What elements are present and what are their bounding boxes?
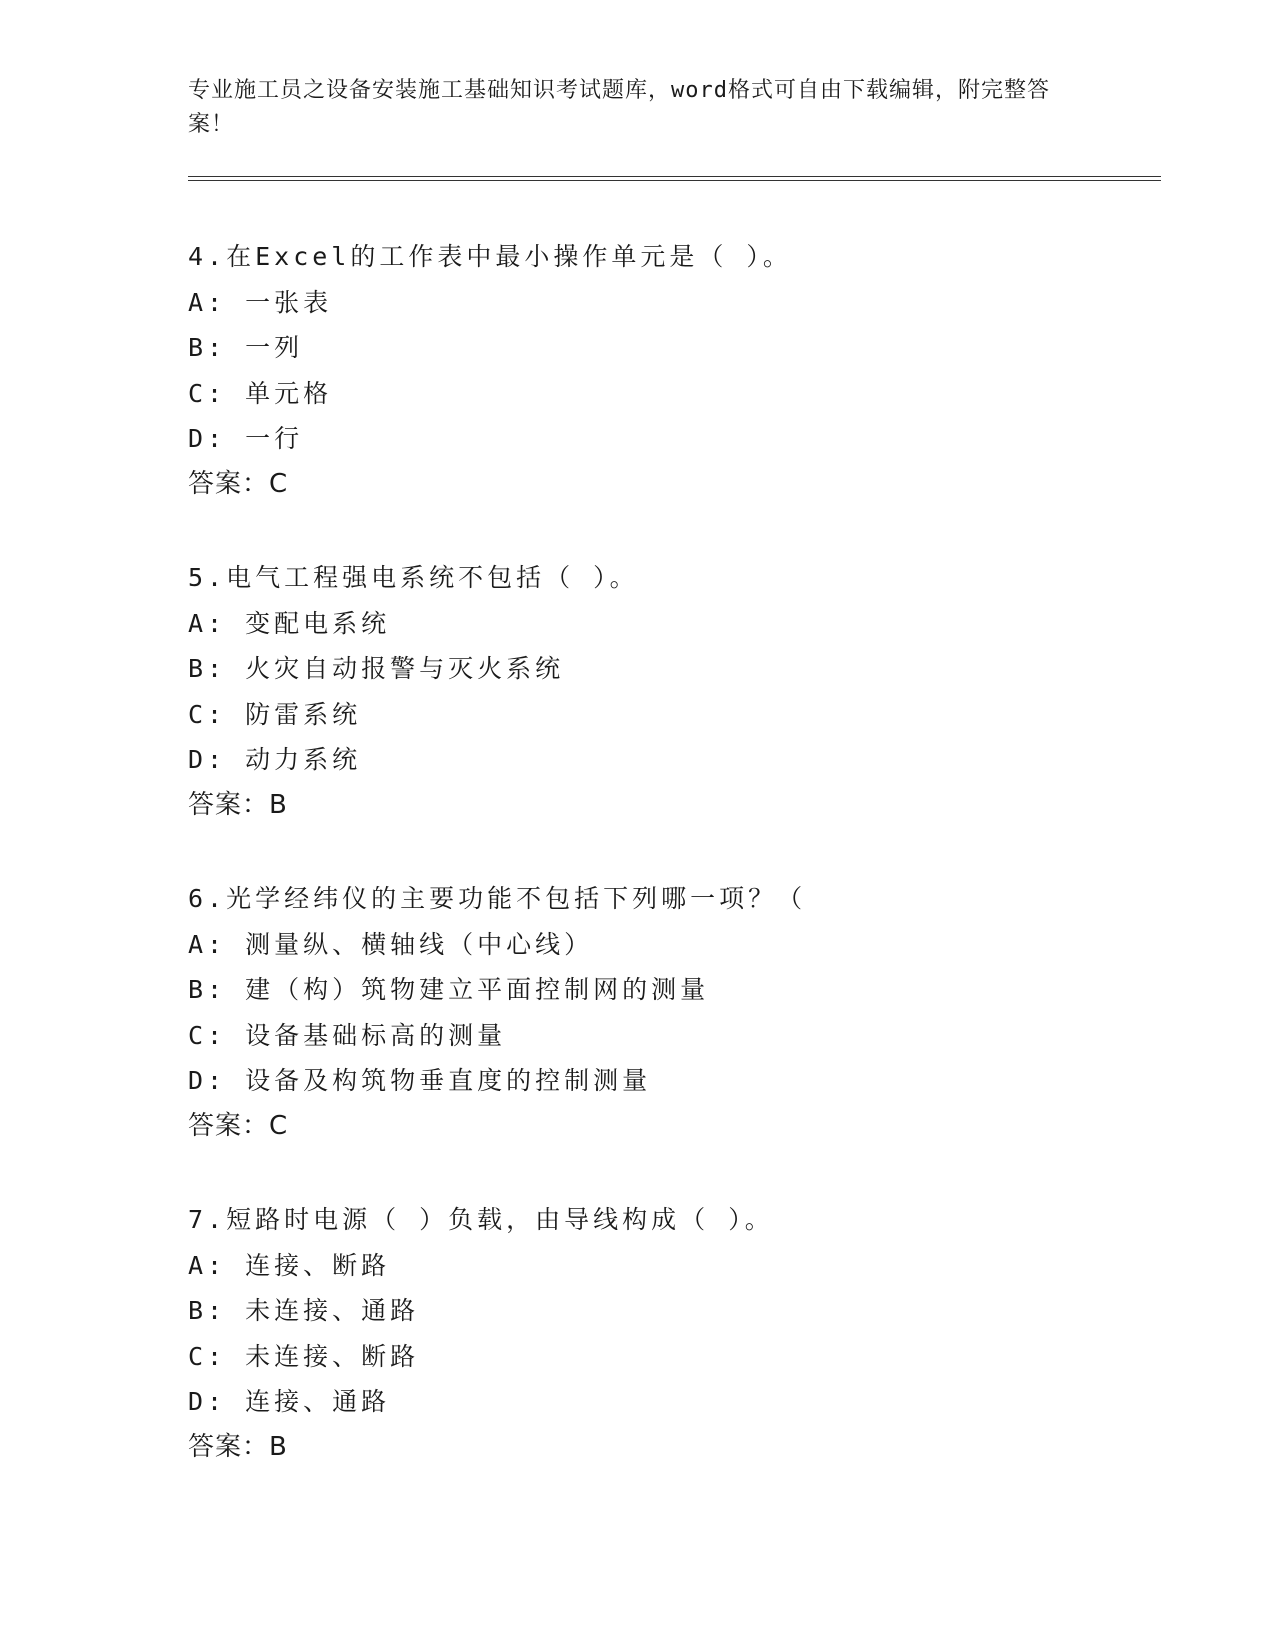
question-stem: 5.电气工程强电系统不包括（ ）。 — [188, 563, 639, 592]
option-b: B: 火灾自动报警与灭火系统 — [188, 654, 565, 683]
answer-line: 答案：C — [188, 1110, 289, 1141]
option-a: A: 连接、断路 — [188, 1250, 391, 1280]
answer-line: 答案：B — [188, 789, 288, 820]
option-d: D: 设备及构筑物垂直度的控制测量 — [188, 1066, 652, 1095]
option-b: B: 一列 — [188, 333, 304, 362]
question-stem: 7.短路时电源（ ）负载，由导线构成（ ）。 — [188, 1205, 774, 1234]
option-c: C: 防雷系统 — [188, 699, 362, 729]
question-6 — [188, 876, 1168, 1149]
option-a: A: 变配电系统 — [188, 608, 391, 638]
option-b: B: 建（构）筑物建立平面控制网的测量 — [188, 975, 710, 1004]
question-4 — [188, 234, 1168, 507]
option-c: C: 单元格 — [188, 378, 333, 408]
option-d: D: 动力系统 — [188, 745, 362, 774]
option-d: D: 一行 — [188, 424, 304, 453]
answer-line: 答案：B — [188, 1431, 288, 1462]
option-d: D: 连接、通路 — [188, 1387, 391, 1416]
document-header: 专业施工员之设备安装施工基础知识考试题库，word格式可自由下载编辑，附完整答案！ — [188, 78, 1050, 137]
option-c: C: 未连接、断路 — [188, 1341, 420, 1371]
question-stem: 6.光学经纬仪的主要功能不包括下列哪一项？（ — [188, 884, 807, 913]
answer-line: 答案：C — [188, 468, 289, 499]
option-c: C: 设备基础标高的测量 — [188, 1020, 507, 1050]
question-7 — [188, 1197, 1168, 1470]
question-5 — [188, 555, 1168, 828]
option-b: B: 未连接、通路 — [188, 1296, 420, 1325]
option-a: A: 测量纵、横轴线（中心线） — [188, 929, 594, 959]
question-stem: 4.在Excel的工作表中最小操作单元是（ ）。 — [188, 242, 792, 271]
option-a: A: 一张表 — [188, 287, 333, 317]
header-divider — [188, 176, 1161, 181]
